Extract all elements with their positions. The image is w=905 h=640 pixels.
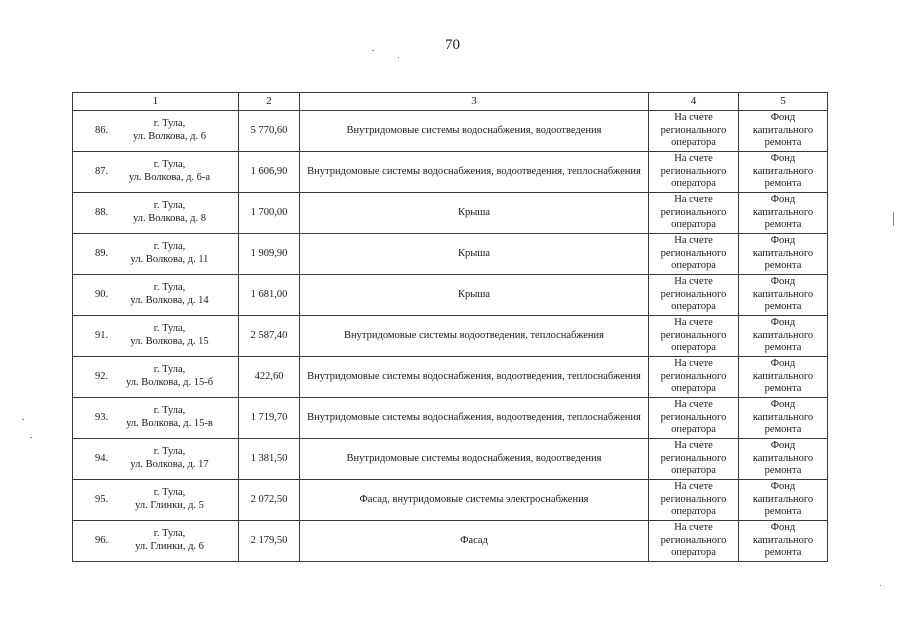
account-line: регионального [660,411,727,423]
address-street: ул. Волкова, д. 14 [130,295,209,306]
owner-line: ремонта [764,506,802,518]
cell-number-address [73,275,239,316]
cell-account [649,234,739,275]
account-line: регионального [660,165,727,177]
cell-number-address [73,193,239,234]
account-line: оператора [671,178,716,190]
owner-line: Фонд [770,521,796,533]
scan-speck [880,585,881,586]
cell-work-type: Внутридомовые системы водоснабжения, водоотведения, теплоснабжения [300,152,649,193]
cell-account [649,439,739,480]
owner-line: ремонта [764,178,802,190]
account-line: регионального [660,124,727,136]
address-city: г. Тула, [153,323,186,335]
cell-number-address [73,398,239,439]
account-line: оператора [671,424,716,436]
header-col-4: 4 [649,93,739,111]
address-city: г. Тула, [153,200,186,212]
address [116,323,224,348]
account-line: На счете [674,234,713,246]
row-number: 88. [94,206,109,218]
cell-number-address [73,480,239,521]
cell-work-type: Крыша [300,193,649,234]
cell-owner [739,275,828,316]
cell-owner [739,480,828,521]
account-line: На счете [674,275,713,287]
account-line: регионального [660,329,727,341]
owner-line: Фонд [770,480,796,492]
address-street: ул. Волкова, д. 15 [130,336,209,347]
owner-line: капитального [752,329,814,341]
cell-owner [739,316,828,357]
cell-area: 1 700,00 [239,193,300,234]
address [116,405,224,430]
cell-account [649,193,739,234]
address-city: г. Тула, [153,118,186,130]
owner-line: ремонта [764,260,802,272]
cell-owner [739,357,828,398]
address-city: г. Тула, [153,159,186,171]
cell-work-type: Крыша [300,234,649,275]
account-line: регионального [660,370,727,382]
account-line: регионального [660,288,727,300]
owner-line: ремонта [764,219,802,231]
row-number: 86. [94,124,109,136]
owner-line: ремонта [764,342,802,354]
owner-line: ремонта [764,424,802,436]
scan-speck [398,57,399,58]
table-row [73,357,828,398]
address-street: ул. Волкова, д. 17 [130,459,209,470]
cell-work-type: Крыша [300,275,649,316]
address [116,364,224,389]
owner-line: Фонд [770,275,796,287]
owner-line: Фонд [770,152,796,164]
table-row [73,111,828,152]
owner-line: капитального [752,206,814,218]
address-street: ул. Волкова, д. 6 [132,131,207,142]
cell-area: 1 381,50 [239,439,300,480]
account-line: оператора [671,383,716,395]
account-line: На счете [674,480,713,492]
cell-number-address [73,111,239,152]
address-city: г. Тула, [153,405,186,417]
cell-area: 2 587,40 [239,316,300,357]
address-city: г. Тула, [153,446,186,458]
address-street: ул. Волкова, д. 15-в [126,418,213,429]
owner-line: капитального [752,452,814,464]
owner-line: Фонд [770,111,796,123]
owner-line: капитального [752,411,814,423]
scan-speck [372,50,374,51]
account-line: На счете [674,193,713,205]
table-row [73,398,828,439]
cell-account [649,111,739,152]
table-row [73,521,828,562]
table-row [73,316,828,357]
cell-number-address [73,521,239,562]
row-number: 87. [94,165,109,177]
owner-line: ремонта [764,547,802,559]
cell-owner [739,439,828,480]
cell-number-address [73,316,239,357]
owner-line: Фонд [770,398,796,410]
address [116,446,224,471]
account-line: оператора [671,506,716,518]
row-number: 90. [94,288,109,300]
cell-work-type: Внутридомовые системы водоснабжения, водоотведения, теплоснабжения [300,398,649,439]
table-header-row [73,93,828,111]
account-line: На счете [674,111,713,123]
table-row [73,193,828,234]
scan-speck [30,437,32,438]
header-col-1: 1 [73,93,239,111]
row-number: 92. [94,370,109,382]
account-line: оператора [671,301,716,313]
cell-account [649,398,739,439]
owner-line: ремонта [764,137,802,149]
account-line: регионального [660,206,727,218]
cell-owner [739,111,828,152]
row-number: 95. [94,493,109,505]
account-line: оператора [671,219,716,231]
address-city: г. Тула, [153,241,186,253]
owner-line: капитального [752,534,814,546]
cell-account [649,357,739,398]
address [116,241,224,266]
owner-line: капитального [752,165,814,177]
address-city: г. Тула, [153,487,186,499]
cell-work-type: Внутридомовые системы водоснабжения, водоотведения, теплоснабжения [300,357,649,398]
cell-work-type: Фасад [300,521,649,562]
cell-number-address [73,439,239,480]
cell-area: 1 909,90 [239,234,300,275]
owner-line: Фонд [770,439,796,451]
cell-number-address [73,234,239,275]
table-row [73,234,828,275]
owner-line: капитального [752,493,814,505]
cell-owner [739,193,828,234]
address [116,282,224,307]
account-line: На счете [674,521,713,533]
cell-work-type: Внутридомовые системы водоснабжения, водоотведения [300,111,649,152]
row-number: 91. [94,329,109,341]
table-row [73,480,828,521]
address-street: ул. Волкова, д. 15-б [125,377,214,388]
cell-area: 422,60 [239,357,300,398]
account-line: На счете [674,357,713,369]
address-city: г. Тула, [153,282,186,294]
cell-area: 1 719,70 [239,398,300,439]
page-number: 70 [445,37,460,53]
cell-account [649,521,739,562]
table-row [73,152,828,193]
owner-line: капитального [752,247,814,259]
cell-account [649,275,739,316]
table-row [73,275,828,316]
account-line: регионального [660,452,727,464]
account-line: оператора [671,260,716,272]
cell-owner [739,521,828,562]
cell-work-type: Фасад, внутридомовые системы электроснабжения [300,480,649,521]
cell-number-address [73,357,239,398]
account-line: оператора [671,465,716,477]
cell-owner [739,152,828,193]
account-line: регионального [660,247,727,259]
address-street: ул. Глинки, д. 6 [135,541,204,552]
account-line: оператора [671,547,716,559]
address [116,487,224,512]
row-number: 89. [94,247,109,259]
address-city: г. Тула, [153,364,186,376]
account-line: оператора [671,342,716,354]
owner-line: капитального [752,370,814,382]
cell-work-type: Внутридомовые системы водоотведения, теплоснабжения [300,316,649,357]
account-line: На счете [674,152,713,164]
owner-line: Фонд [770,193,796,205]
account-line: регионального [660,534,727,546]
address [116,528,224,553]
cell-area: 1 606,90 [239,152,300,193]
owner-line: ремонта [764,383,802,395]
owner-line: капитального [752,288,814,300]
address-street: ул. Глинки, д. 5 [135,500,204,511]
header-col-5: 5 [739,93,828,111]
cell-account [649,480,739,521]
header-col-2: 2 [239,93,300,111]
table-row [73,439,828,480]
owner-line: капитального [752,124,814,136]
cell-account [649,152,739,193]
address-street: ул. Волкова, д. 8 [132,213,207,224]
row-number: 96. [94,534,109,546]
account-line: оператора [671,137,716,149]
row-number: 93. [94,411,109,423]
cell-area: 5 770,60 [239,111,300,152]
scan-speck [22,419,24,420]
header-col-3: 3 [300,93,649,111]
account-line: На счете [674,316,713,328]
owner-line: Фонд [770,234,796,246]
owner-line: Фонд [770,316,796,328]
row-number: 94. [94,452,109,464]
address [116,200,224,225]
table-body [73,111,828,562]
cell-area: 2 179,50 [239,521,300,562]
account-line: регионального [660,493,727,505]
owner-line: ремонта [764,301,802,313]
repair-schedule-table [72,92,828,562]
address-street: ул. Волкова, д. 11 [130,254,209,265]
cell-account [649,316,739,357]
cell-area: 1 681,00 [239,275,300,316]
scan-speck [893,212,894,226]
address [116,118,224,143]
cell-owner [739,398,828,439]
owner-line: ремонта [764,465,802,477]
cell-work-type: Внутридомовые системы водоснабжения, водоотведения [300,439,649,480]
address-street: ул. Волкова, д. 6-а [128,172,211,183]
cell-owner [739,234,828,275]
account-line: На счете [674,439,713,451]
owner-line: Фонд [770,357,796,369]
account-line: На счете [674,398,713,410]
cell-number-address [73,152,239,193]
cell-area: 2 072,50 [239,480,300,521]
address [116,159,224,184]
address-city: г. Тула, [153,528,186,540]
